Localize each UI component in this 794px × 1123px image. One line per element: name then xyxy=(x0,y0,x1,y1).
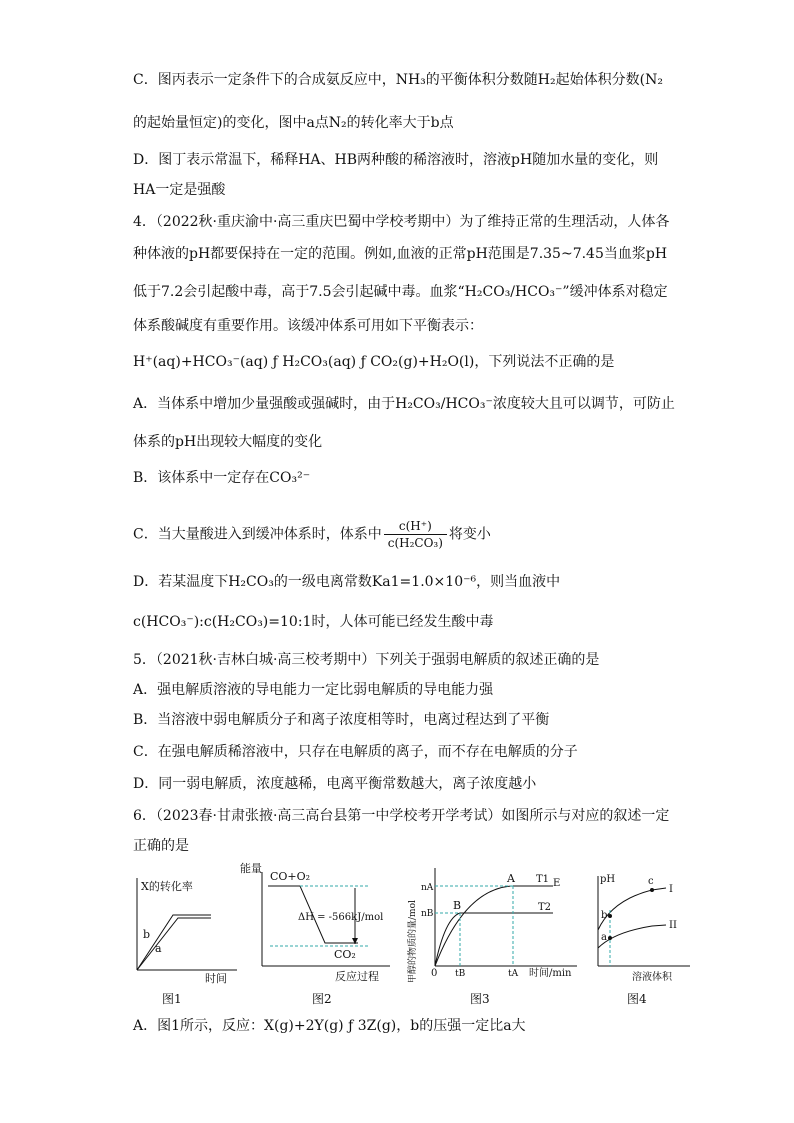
question-4-stem-line3: 低于7.2会引起酸中毒，高于7.5会引起碱中毒。血浆“H₂CO₃/HCO₃⁻”缓冲体系对稳定 xyxy=(133,284,668,300)
label-b: b xyxy=(601,910,608,921)
option-c-line2: 的起始量恒定)的变化，图中a点N₂的转化率大于b点 xyxy=(133,115,454,131)
figure-4-plot xyxy=(592,870,692,990)
question-4-option-b: B．该体系中一定存在CO₃²⁻ xyxy=(133,470,311,486)
figure-4 xyxy=(592,870,692,990)
question-5-option-d: D．同一弱电解质，浓度越稀，电离平衡常数越大，离子浓度越小 xyxy=(133,776,537,792)
e-label: E xyxy=(553,878,561,889)
origin-label: 0 xyxy=(431,968,438,979)
delta-h-label: ΔH = -566kJ/mol xyxy=(298,912,384,923)
figure-3-xlabel: 时间/min xyxy=(529,968,572,979)
point-b xyxy=(608,914,612,918)
question-4-option-d-line2: c(HCO₃⁻):c(H₂CO₃)=10:1时，人体可能已经发生酸中毒 xyxy=(133,614,494,630)
question-6-stem-line2: 正确的是 xyxy=(133,838,189,854)
figure-2-plot xyxy=(240,858,400,988)
question-4-stem-line1: 4．（2022秋·重庆渝中·高三重庆巴蜀中学校考期中）为了维持正常的生理活动，人体各 xyxy=(133,214,670,230)
question-4-option-a-line1: A．当体系中增加少量强酸或强碱时，由于H₂CO₃/HCO₃⁻浓度较大且可以调节，可防止 xyxy=(133,396,675,412)
option-d-line1: D．图丁表示常温下，稀释HA、HB两种酸的稀溶液时，溶液pH随加水量的变化，则 xyxy=(133,152,659,168)
label-c: c xyxy=(648,876,654,887)
figure-3-plot xyxy=(405,858,580,988)
question-4-option-d-line1: D．若某温度下H₂CO₃的一级电离常数Ka1=1.0×10⁻⁶，则当血液中 xyxy=(133,574,561,590)
question-5-stem: 5．（2021秋·吉林白城·高三校考期中）下列关于强弱电解质的叙述正确的是 xyxy=(133,652,600,668)
reactants-label: CO+O₂ xyxy=(270,870,311,883)
question-4-stem-line4: 体系酸碱度有重要作用。该缓冲体系可用如下平衡表示： xyxy=(133,318,483,334)
nb-label: nB xyxy=(421,909,434,919)
point-a xyxy=(608,936,612,940)
t1-label: T1 xyxy=(536,874,550,885)
figure-2 xyxy=(240,858,400,988)
question-6-option-a: A．图1所示，反应：X(g)+2Y(g) ƒ 3Z(g)，b的压强一定比a大 xyxy=(133,1018,526,1034)
figure-2-xlabel: 反应过程 xyxy=(335,970,379,983)
figure-1-ylabel: X的转化率 xyxy=(141,880,193,893)
question-5-option-a: A．强电解质溶液的导电能力一定比弱电解质的导电能力强 xyxy=(133,682,494,698)
figure-1 xyxy=(133,860,243,985)
concentration-ratio-fraction xyxy=(384,518,447,551)
option-d-line2: HA一定是强酸 xyxy=(133,182,226,198)
figure-3 xyxy=(405,858,580,988)
figure-1-caption: 图1 xyxy=(162,992,182,1006)
na-label: nA xyxy=(421,883,434,893)
point-a-label: A xyxy=(507,872,515,885)
curve-i xyxy=(598,888,666,930)
label-b: b xyxy=(143,928,151,941)
curve-t1 xyxy=(435,886,553,966)
figure-4-caption: 图4 xyxy=(627,992,647,1006)
question-6-stem-line1: 6．（2023春·甘肃张掖·高三高台县第一中学校考开学考试）如图所示与对应的叙述一定 xyxy=(133,808,670,824)
fraction-numerator: c(H⁺) xyxy=(384,518,447,535)
figure-4-ylabel: pH xyxy=(600,874,616,885)
question-4-option-c xyxy=(133,518,491,551)
tb-label: tB xyxy=(455,969,466,979)
question-4-option-a-line2: 体系的pH出现较大幅度的变化 xyxy=(133,434,323,450)
option-c-text-after: 将变小 xyxy=(448,526,491,543)
label-i: I xyxy=(669,884,673,895)
figure-2-ylabel: 能量 xyxy=(240,862,262,875)
figure-3-caption: 图3 xyxy=(470,992,490,1006)
fraction-denominator: c(H₂CO₃) xyxy=(387,536,443,550)
point-b-label: B xyxy=(453,899,462,912)
option-c-text-before: C．当大量酸进入到缓冲体系时，体系中 xyxy=(133,526,382,543)
question-4-equation: H⁺(aq)+HCO₃⁻(aq) ƒ H₂CO₃(aq) ƒ CO₂(g)+H₂O(l)，下列说法不正确的是 xyxy=(133,354,615,370)
product-label: CO₂ xyxy=(334,948,356,961)
label-a: a xyxy=(601,932,607,943)
figure-3-ylabel: 甲醇的物质的量/mol xyxy=(408,900,418,983)
ta-label: tA xyxy=(508,969,519,979)
option-c-line1: C．图丙表示一定条件下的合成氨反应中，NH₃的平衡体积分数随H₂起始体积分数(N₂ xyxy=(133,72,663,88)
curve-ii xyxy=(598,925,666,948)
question-5-option-c: C．在强电解质稀溶液中，只存在电解质的离子，而不存在电解质的分子 xyxy=(133,744,578,760)
question-5-option-b: B．当溶液中弱电解质分子和离子浓度相等时，电离过程达到了平衡 xyxy=(133,712,550,728)
figure-2-caption: 图2 xyxy=(312,992,332,1006)
figure-4-xlabel: 溶液体积 xyxy=(632,972,672,983)
point-c xyxy=(650,888,654,892)
label-ii: II xyxy=(669,920,677,931)
label-a: a xyxy=(155,942,162,955)
figure-1-plot xyxy=(133,860,243,985)
t2-label: T2 xyxy=(538,902,552,913)
curve-t2 xyxy=(435,913,553,966)
curve-a xyxy=(137,918,211,970)
figure-1-xlabel: 时间 xyxy=(205,972,227,985)
question-4-stem-line2: 种体液的pH都要保持在一定的范围。例如,血液的正常pH范围是7.35~7.45当血浆pH xyxy=(133,246,668,262)
